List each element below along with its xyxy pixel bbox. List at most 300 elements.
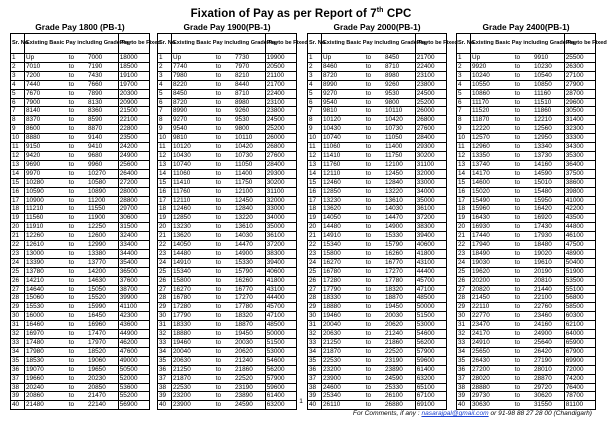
basic-pay-to-cell: 19650 bbox=[87, 365, 118, 374]
header-existing-basic-pay: Existing Basic Pay including Grade Pay bbox=[322, 34, 416, 54]
pay-fixed-cell: 41100 bbox=[118, 303, 149, 312]
pay-fixed-cell: 78700 bbox=[564, 392, 595, 401]
basic-pay-from-cell: 18330 bbox=[172, 321, 203, 330]
basic-pay-to-cell: 7970 bbox=[234, 62, 265, 71]
sr-no-cell: 18 bbox=[308, 205, 322, 214]
basic-pay-from-cell: 15060 bbox=[25, 294, 56, 303]
basic-pay-to-cell: 25640 bbox=[533, 339, 564, 348]
basic-pay-to-cell: 14160 bbox=[533, 160, 564, 169]
basic-pay-to-cell: 14900 bbox=[384, 223, 415, 232]
basic-pay-to-cell: 11050 bbox=[234, 160, 265, 169]
basic-pay-to-cell: 8590 bbox=[87, 116, 118, 125]
pay-fixed-cell: 54600 bbox=[415, 330, 446, 339]
sr-no-cell: 40 bbox=[457, 401, 471, 410]
basic-pay-from-cell: 15340 bbox=[322, 241, 353, 250]
sr-no-cell: 4 bbox=[308, 80, 322, 89]
basic-pay-to-cell: 25330 bbox=[384, 383, 415, 392]
pay-fixed-cell: 37200 bbox=[415, 214, 446, 223]
basic-pay-to-cell: 15990 bbox=[87, 303, 118, 312]
to-cell: to bbox=[203, 303, 234, 312]
basic-pay-to-cell: 21440 bbox=[533, 285, 564, 294]
sr-no-cell: 12 bbox=[457, 151, 471, 160]
pay-fixed-cell: 57900 bbox=[265, 374, 296, 383]
basic-pay-from-cell: 23200 bbox=[322, 365, 353, 374]
basic-pay-from-cell: 11870 bbox=[471, 116, 502, 125]
to-cell: to bbox=[353, 249, 384, 258]
basic-pay-from-cell: 30630 bbox=[471, 401, 502, 410]
basic-pay-to-cell: 20030 bbox=[384, 312, 415, 321]
to-cell: to bbox=[56, 339, 87, 348]
basic-pay-from-cell: 8460 bbox=[322, 62, 353, 71]
basic-pay-from-cell: Up bbox=[172, 54, 203, 63]
pay-fixed-cell: 22800 bbox=[118, 125, 149, 134]
basic-pay-from-cell: 13000 bbox=[25, 249, 56, 258]
basic-pay-to-cell: 13220 bbox=[234, 214, 265, 223]
to-cell: to bbox=[502, 223, 533, 232]
table-row bbox=[308, 374, 447, 383]
basic-pay-to-cell: 26100 bbox=[384, 392, 415, 401]
pay-fixed-cell: 60300 bbox=[564, 312, 595, 321]
sr-no-cell: 11 bbox=[308, 143, 322, 152]
table-row bbox=[158, 98, 297, 107]
table-row bbox=[11, 232, 150, 241]
basic-pay-from-cell: 17940 bbox=[471, 241, 502, 250]
sr-no-cell: 32 bbox=[457, 330, 471, 339]
basic-pay-from-cell: 8720 bbox=[172, 98, 203, 107]
pay-fixed-cell: 44400 bbox=[415, 267, 446, 276]
sr-no-cell: 24 bbox=[308, 258, 322, 267]
basic-pay-to-cell: 11900 bbox=[87, 214, 118, 223]
table-row bbox=[158, 214, 297, 223]
sr-no-cell: 9 bbox=[158, 125, 172, 134]
pay-fixation-table bbox=[157, 33, 308, 410]
sr-no-cell: 39 bbox=[457, 392, 471, 401]
header-sr-no: Sr. No. bbox=[308, 34, 322, 54]
pay-fixed-cell: 36500 bbox=[118, 267, 149, 276]
basic-pay-to-cell: 10580 bbox=[87, 178, 118, 187]
pay-fixed-cell: 61400 bbox=[415, 365, 446, 374]
to-cell: to bbox=[502, 125, 533, 134]
sr-no-cell: 5 bbox=[11, 89, 25, 98]
basic-pay-to-cell: 12560 bbox=[533, 125, 564, 134]
pay-fixed-cell: 34000 bbox=[415, 187, 446, 196]
basic-pay-to-cell: 15480 bbox=[533, 187, 564, 196]
sr-no-cell: 2 bbox=[308, 62, 322, 71]
pay-fixed-cell: 56800 bbox=[564, 294, 595, 303]
pay-fixed-cell: 28000 bbox=[118, 187, 149, 196]
sr-no-cell: 37 bbox=[11, 374, 25, 383]
pay-fixed-cell: 53000 bbox=[415, 321, 446, 330]
table-row bbox=[158, 241, 297, 250]
to-cell: to bbox=[56, 116, 87, 125]
basic-pay-to-cell: 7190 bbox=[87, 62, 118, 71]
table-row bbox=[158, 71, 297, 80]
basic-pay-to-cell: 7730 bbox=[234, 54, 265, 63]
sr-no-cell: 5 bbox=[308, 89, 322, 98]
pay-fixed-cell: 32000 bbox=[265, 196, 296, 205]
basic-pay-to-cell: 9910 bbox=[533, 54, 564, 63]
pay-fixed-cell: 30500 bbox=[564, 107, 595, 116]
table-row bbox=[158, 205, 297, 214]
basic-pay-from-cell: 14480 bbox=[322, 223, 353, 232]
sr-no-cell: 26 bbox=[158, 276, 172, 285]
sr-no-cell: 5 bbox=[457, 89, 471, 98]
page-number: 1 bbox=[299, 398, 303, 405]
sr-no-cell: 15 bbox=[158, 178, 172, 187]
basic-pay-to-cell: 12600 bbox=[87, 232, 118, 241]
pay-fixed-cell: 27600 bbox=[265, 151, 296, 160]
basic-pay-from-cell: 12220 bbox=[471, 125, 502, 134]
table-row bbox=[11, 285, 150, 294]
basic-pay-to-cell: 10110 bbox=[384, 107, 415, 116]
to-cell: to bbox=[56, 249, 87, 258]
table-row bbox=[457, 98, 596, 107]
table-row bbox=[11, 356, 150, 365]
basic-pay-to-cell: 24590 bbox=[384, 374, 415, 383]
header-pay-to-be-fixed: Pay to be Fixed bbox=[118, 34, 149, 54]
sr-no-cell: 34 bbox=[308, 347, 322, 356]
basic-pay-to-cell: 23890 bbox=[234, 392, 265, 401]
table-row bbox=[308, 285, 447, 294]
sr-no-cell: 10 bbox=[308, 134, 322, 143]
basic-pay-to-cell: 20810 bbox=[533, 276, 564, 285]
basic-pay-to-cell: 9960 bbox=[87, 160, 118, 169]
sr-no-cell: 17 bbox=[457, 196, 471, 205]
sr-no-cell: 16 bbox=[11, 187, 25, 196]
table-row bbox=[457, 205, 596, 214]
pay-fixed-cell: 45700 bbox=[265, 303, 296, 312]
to-cell: to bbox=[56, 169, 87, 178]
basic-pay-from-cell: 17280 bbox=[172, 303, 203, 312]
table-row bbox=[11, 98, 150, 107]
sr-no-cell: 28 bbox=[457, 294, 471, 303]
table-row bbox=[308, 143, 447, 152]
table-row bbox=[158, 178, 297, 187]
to-cell: to bbox=[353, 151, 384, 160]
table-header-row bbox=[11, 34, 150, 54]
table-row bbox=[457, 169, 596, 178]
pay-fixed-cell: 54600 bbox=[265, 356, 296, 365]
basic-pay-from-cell: 22530 bbox=[322, 356, 353, 365]
pay-fixed-cell: 25200 bbox=[415, 98, 446, 107]
basic-pay-to-cell: 21470 bbox=[87, 392, 118, 401]
pay-fixed-cell: 44400 bbox=[265, 294, 296, 303]
sr-no-cell: 29 bbox=[158, 303, 172, 312]
sr-no-cell: 26 bbox=[11, 276, 25, 285]
sr-no-cell: 15 bbox=[457, 178, 471, 187]
basic-pay-from-cell: 11410 bbox=[322, 151, 353, 160]
basic-pay-from-cell: 15340 bbox=[172, 267, 203, 276]
pay-fixed-cell: 63200 bbox=[415, 374, 446, 383]
sr-no-cell: 33 bbox=[158, 339, 172, 348]
sr-no-cell: 24 bbox=[457, 258, 471, 267]
table-row bbox=[308, 294, 447, 303]
basic-pay-to-cell: 8450 bbox=[384, 54, 415, 63]
header-pay-to-be-fixed: Pay to be Fixed bbox=[415, 34, 446, 54]
basic-pay-from-cell: 24170 bbox=[471, 330, 502, 339]
title-text: Fixation of Pay as per Report of 7 bbox=[190, 7, 377, 20]
pay-fixed-cell: 67900 bbox=[564, 347, 595, 356]
sr-no-cell: 12 bbox=[11, 151, 25, 160]
pay-fixed-cell: 76400 bbox=[564, 383, 595, 392]
to-cell: to bbox=[56, 294, 87, 303]
sr-no-cell: 18 bbox=[11, 205, 25, 214]
pay-fixed-cell: 51500 bbox=[265, 339, 296, 348]
sr-no-cell: 25 bbox=[158, 267, 172, 276]
table-row bbox=[457, 196, 596, 205]
pay-fixed-cell: 24500 bbox=[265, 116, 296, 125]
table-row bbox=[11, 54, 150, 63]
basic-pay-to-cell: 13220 bbox=[384, 187, 415, 196]
basic-pay-from-cell: Up bbox=[322, 54, 353, 63]
to-cell: to bbox=[56, 80, 87, 89]
to-cell: to bbox=[353, 125, 384, 134]
table-row bbox=[158, 294, 297, 303]
basic-pay-to-cell: 24900 bbox=[533, 330, 564, 339]
sr-no-cell: 9 bbox=[11, 125, 25, 134]
table-row bbox=[158, 347, 297, 356]
table-row bbox=[158, 356, 297, 365]
pay-fixed-cell: 38700 bbox=[118, 285, 149, 294]
to-cell: to bbox=[203, 187, 234, 196]
table-row bbox=[308, 321, 447, 330]
basic-pay-to-cell: 8870 bbox=[87, 125, 118, 134]
to-cell: to bbox=[353, 62, 384, 71]
basic-pay-from-cell: Up bbox=[25, 54, 56, 63]
pay-fixed-cell: 27600 bbox=[415, 125, 446, 134]
basic-pay-from-cell: 16930 bbox=[471, 223, 502, 232]
to-cell: to bbox=[56, 374, 87, 383]
basic-pay-from-cell: 20240 bbox=[25, 383, 56, 392]
basic-pay-from-cell: 12460 bbox=[172, 205, 203, 214]
table-row bbox=[457, 71, 596, 80]
pay-fixed-cell: 43100 bbox=[265, 285, 296, 294]
table-row bbox=[158, 374, 297, 383]
pay-fixed-cell: 18500 bbox=[118, 62, 149, 71]
table-row bbox=[457, 356, 596, 365]
pay-fixed-cell: 31100 bbox=[415, 160, 446, 169]
footer-email-link[interactable]: nasarajpal@gmail.com bbox=[421, 410, 489, 417]
table-row bbox=[11, 107, 150, 116]
basic-pay-to-cell: 18870 bbox=[234, 321, 265, 330]
sr-no-cell: 20 bbox=[11, 223, 25, 232]
to-cell: to bbox=[502, 401, 533, 410]
table-row bbox=[158, 107, 297, 116]
table-row bbox=[457, 80, 596, 89]
basic-pay-to-cell: 11400 bbox=[384, 143, 415, 152]
sr-no-cell: 27 bbox=[457, 285, 471, 294]
basic-pay-from-cell: 10590 bbox=[25, 187, 56, 196]
sr-no-cell: 6 bbox=[457, 98, 471, 107]
table-row bbox=[11, 347, 150, 356]
table-row bbox=[11, 321, 150, 330]
basic-pay-from-cell: 8720 bbox=[322, 71, 353, 80]
pay-table-1800 bbox=[10, 22, 161, 410]
table-row bbox=[308, 223, 447, 232]
table-row bbox=[158, 312, 297, 321]
table-row bbox=[308, 339, 447, 348]
basic-pay-to-cell: 18480 bbox=[533, 241, 564, 250]
basic-pay-from-cell: 15490 bbox=[471, 196, 502, 205]
to-cell: to bbox=[353, 392, 384, 401]
sr-no-cell: 19 bbox=[308, 214, 322, 223]
basic-pay-to-cell: 9410 bbox=[87, 143, 118, 152]
pay-fixed-cell: 46100 bbox=[564, 232, 595, 241]
table-row bbox=[158, 330, 297, 339]
pay-fixed-cell: 41800 bbox=[265, 276, 296, 285]
to-cell: to bbox=[203, 374, 234, 383]
sr-no-cell: 10 bbox=[11, 134, 25, 143]
sr-no-cell: 2 bbox=[158, 62, 172, 71]
pay-fixed-cell: 25600 bbox=[118, 160, 149, 169]
table-row bbox=[158, 116, 297, 125]
to-cell: to bbox=[203, 330, 234, 339]
to-cell: to bbox=[353, 365, 384, 374]
sr-no-cell: 38 bbox=[11, 383, 25, 392]
table-row bbox=[11, 178, 150, 187]
to-cell: to bbox=[353, 285, 384, 294]
basic-pay-from-cell: 15020 bbox=[471, 187, 502, 196]
basic-pay-from-cell: 28020 bbox=[471, 374, 502, 383]
table-row bbox=[308, 107, 447, 116]
pay-fixed-cell: 19100 bbox=[118, 71, 149, 80]
pay-fixed-cell: 29700 bbox=[118, 205, 149, 214]
basic-pay-from-cell: 12570 bbox=[471, 134, 502, 143]
to-cell: to bbox=[56, 258, 87, 267]
table-row bbox=[308, 330, 447, 339]
basic-pay-from-cell: 19460 bbox=[172, 339, 203, 348]
pay-fixed-cell: 28400 bbox=[265, 160, 296, 169]
sr-no-cell: 11 bbox=[158, 143, 172, 152]
table-row bbox=[457, 347, 596, 356]
pay-fixed-cell: 64000 bbox=[564, 330, 595, 339]
basic-pay-from-cell: 22770 bbox=[471, 312, 502, 321]
sr-no-cell: 29 bbox=[308, 303, 322, 312]
pay-fixed-cell: 21700 bbox=[415, 54, 446, 63]
basic-pay-from-cell: 11410 bbox=[172, 178, 203, 187]
sr-no-cell: 37 bbox=[308, 374, 322, 383]
basic-pay-from-cell: 11210 bbox=[25, 205, 56, 214]
table-row bbox=[308, 214, 447, 223]
table-row bbox=[457, 374, 596, 383]
to-cell: to bbox=[502, 214, 533, 223]
pay-fixed-cell: 30200 bbox=[415, 151, 446, 160]
basic-pay-to-cell: 10270 bbox=[87, 169, 118, 178]
table-row bbox=[457, 134, 596, 143]
sr-no-cell: 1 bbox=[457, 54, 471, 63]
sr-no-cell: 15 bbox=[308, 178, 322, 187]
to-cell: to bbox=[353, 401, 384, 410]
sr-no-cell: 13 bbox=[11, 160, 25, 169]
pay-fixed-cell: 26300 bbox=[564, 62, 595, 71]
pay-fixed-cell: 47100 bbox=[265, 312, 296, 321]
basic-pay-from-cell: 20040 bbox=[322, 321, 353, 330]
to-cell: to bbox=[502, 330, 533, 339]
basic-pay-from-cell: 16270 bbox=[172, 285, 203, 294]
to-cell: to bbox=[203, 125, 234, 134]
basic-pay-to-cell: 28870 bbox=[533, 374, 564, 383]
footer-comments bbox=[353, 410, 592, 417]
sr-no-cell: 23 bbox=[11, 249, 25, 258]
table-row bbox=[457, 330, 596, 339]
sr-no-cell: 4 bbox=[457, 80, 471, 89]
basic-pay-to-cell: 8980 bbox=[384, 71, 415, 80]
basic-pay-from-cell: 10740 bbox=[322, 134, 353, 143]
basic-pay-to-cell: 15050 bbox=[87, 285, 118, 294]
sr-no-cell: 34 bbox=[457, 347, 471, 356]
basic-pay-to-cell: 14900 bbox=[234, 249, 265, 258]
basic-pay-from-cell: 26430 bbox=[471, 356, 502, 365]
pay-fixed-cell: 48500 bbox=[265, 321, 296, 330]
to-cell: to bbox=[56, 312, 87, 321]
to-cell: to bbox=[502, 241, 533, 250]
pay-fixed-cell: 28400 bbox=[415, 134, 446, 143]
pay-fixed-cell: 53000 bbox=[265, 347, 296, 356]
basic-pay-from-cell: 12460 bbox=[322, 178, 353, 187]
sr-no-cell: 13 bbox=[308, 160, 322, 169]
table-row bbox=[158, 232, 297, 241]
basic-pay-from-cell: 14210 bbox=[25, 276, 56, 285]
pay-fixed-cell: 38300 bbox=[415, 223, 446, 232]
basic-pay-to-cell: 11750 bbox=[234, 178, 265, 187]
basic-pay-to-cell: 7890 bbox=[87, 89, 118, 98]
basic-pay-to-cell: 12840 bbox=[234, 205, 265, 214]
sr-no-cell: 39 bbox=[11, 392, 25, 401]
basic-pay-from-cell: 13350 bbox=[471, 151, 502, 160]
basic-pay-to-cell: 19060 bbox=[87, 356, 118, 365]
to-cell: to bbox=[203, 214, 234, 223]
basic-pay-to-cell: 19020 bbox=[533, 249, 564, 258]
table-row bbox=[308, 89, 447, 98]
basic-pay-to-cell: 17470 bbox=[87, 330, 118, 339]
table-row bbox=[308, 196, 447, 205]
basic-pay-to-cell: 15010 bbox=[533, 178, 564, 187]
basic-pay-to-cell: 9140 bbox=[87, 134, 118, 143]
sr-no-cell: 19 bbox=[158, 214, 172, 223]
grade-pay-heading: Grade Pay 1900(PB-1) bbox=[183, 22, 271, 32]
basic-pay-to-cell: 11510 bbox=[533, 98, 564, 107]
table-row bbox=[457, 116, 596, 125]
to-cell: to bbox=[502, 383, 533, 392]
basic-pay-from-cell: 13740 bbox=[471, 160, 502, 169]
basic-pay-from-cell: 12850 bbox=[172, 214, 203, 223]
basic-pay-to-cell: 21860 bbox=[384, 339, 415, 348]
table-row bbox=[11, 276, 150, 285]
sr-no-cell: 8 bbox=[158, 116, 172, 125]
basic-pay-to-cell: 9680 bbox=[87, 151, 118, 160]
sr-no-cell: 20 bbox=[158, 223, 172, 232]
sr-no-cell: 1 bbox=[11, 54, 25, 63]
pay-fixed-cell: 26800 bbox=[265, 143, 296, 152]
sr-no-cell: 24 bbox=[11, 258, 25, 267]
basic-pay-from-cell: 29730 bbox=[471, 392, 502, 401]
sr-no-cell: 7 bbox=[308, 107, 322, 116]
pay-fixed-cell: 34300 bbox=[564, 143, 595, 152]
basic-pay-to-cell: 16920 bbox=[533, 214, 564, 223]
basic-pay-to-cell: 16770 bbox=[234, 285, 265, 294]
pay-fixed-cell: 47100 bbox=[415, 285, 446, 294]
to-cell: to bbox=[56, 89, 87, 98]
to-cell: to bbox=[502, 62, 533, 71]
pay-fixed-cell: 23100 bbox=[415, 71, 446, 80]
pay-fixed-cell: 50000 bbox=[265, 330, 296, 339]
basic-pay-from-cell: 9270 bbox=[322, 89, 353, 98]
pay-fixed-cell: 26400 bbox=[118, 169, 149, 178]
table-row bbox=[11, 267, 150, 276]
sr-no-cell: 21 bbox=[158, 232, 172, 241]
basic-pay-to-cell: 18320 bbox=[234, 312, 265, 321]
pay-fixed-cell: 61400 bbox=[265, 392, 296, 401]
